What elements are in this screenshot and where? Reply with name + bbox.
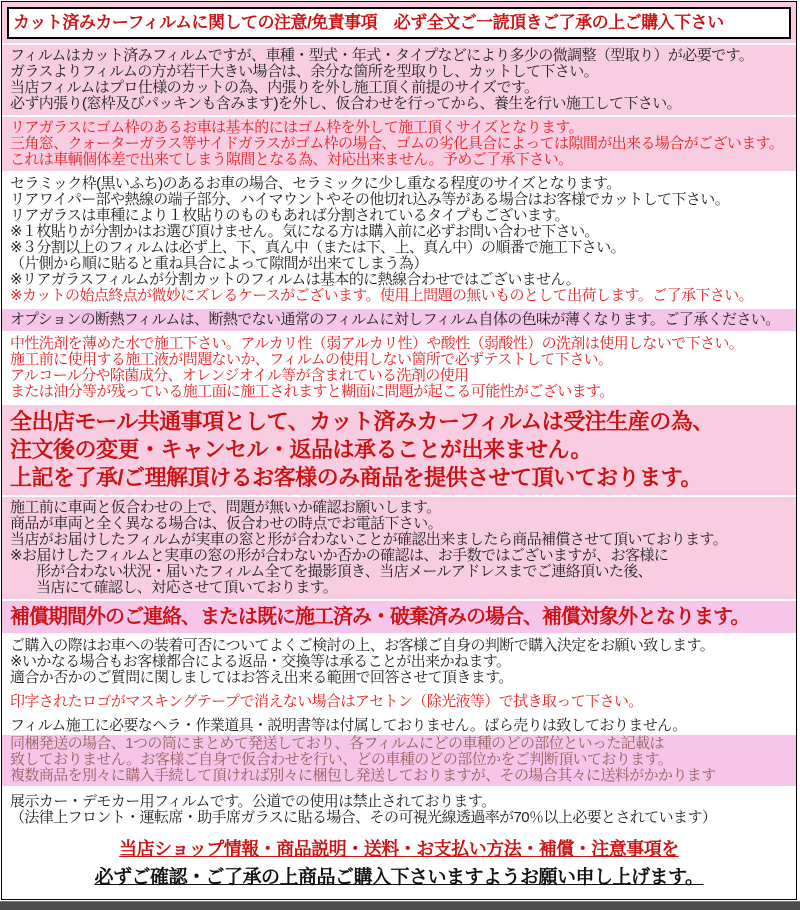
notice-line: 当店にて確認し、対応させて頂いております。 — [36, 579, 338, 596]
footer-closing-text: 必ずご確認・ご了承の上商品ご購入下さいますようお願い申し上げます。 — [94, 867, 704, 888]
notice-line: 全出店モール共通事項として、カット済みカーフィルムは受注生産の為、 — [10, 409, 714, 434]
section-insulation-option — [2, 309, 796, 331]
notice-line: ※お届けしたフィルムと実車の窓の形が合わないか否かの確認は、お手数ではございますが、お客様に — [10, 547, 669, 564]
notice-line: フィルム施工に必要なヘラ・作業道具・説明書等は付属しておりません。ばら売りは致しておりません。 — [10, 717, 687, 734]
section-shipping-bundle — [2, 715, 796, 789]
notice-line: または油分等が残っている施工面に施工されますと糊面に問題が起こる可能性がございます。 — [10, 383, 614, 400]
section-footer-notice — [2, 831, 796, 899]
notice-line: 施工前に使用する施工液が問題ないか、フィルムの使用しない箇所で必ずテストして下さい。 — [10, 351, 613, 368]
notice-line: 中性洗剤を薄めた水で施工下さい。アルカリ性（弱アルカリ性）や酸性（弱酸性）の洗剤は使用しないで下さい。 — [10, 335, 744, 352]
notice-line: 適合か否かのご質問に関しましてはお答え出来る範囲で回答させて頂きます。 — [10, 669, 513, 686]
section-warranty-exclusion — [2, 601, 796, 633]
notice-line: セラミック枠(黒いふち)のあるお車の場合、セラミックに少し重なる程度のサイズとなります。 — [10, 175, 621, 192]
notice-line: 当店フィルムはプロ仕様のカットの為、内張りを外し施工頂く前提のサイズです。 — [10, 79, 539, 96]
notice-line: 形が合わない状況・届いたフィルム全てを撮影頂き、当店メールアドレスまでご連絡頂いた後、 — [36, 563, 653, 580]
notice-line: 印字されたロゴがマスキングテープで消えない場合はアセトン（除光液等）で拭き取って下さい。 — [10, 693, 643, 710]
notice-line: リアガラスは車種により１枚貼りのものもあれば分割されているタイプもございます。 — [10, 207, 570, 224]
notice-line: （法律上フロント・運転席・助手席ガラスに貼る場合、その可視光線透過率が70％以上必要とされています） — [10, 809, 717, 826]
notice-line: リアガラスにゴム枠のあるお車は基本的にはゴム枠を外して施工頂くサイズとなります。 — [10, 119, 584, 136]
notice-line: ※１枚貼りが分割かはお選び頂けません。気になる方は購入前に必ずお問い合わせ下さい。 — [10, 223, 599, 240]
section-printed-logo — [2, 691, 796, 713]
notice-line: アルコール分や除菌成分、オレンジオイル等が含まれている洗剤の使用 — [10, 367, 469, 384]
section-rubber-frame — [2, 117, 796, 171]
notice-line: 致しておりません。お客様ご自身で仮合わせを行い、どの車種のどの部位かをご判断頂いております。 — [10, 751, 673, 768]
notice-line: ※リアガラスフィルムが分割カットのフィルムは基本的に熱線合わせではございません。 — [10, 271, 581, 288]
notice-line: 上記を了承/ご理解頂けるお客様のみ商品を提供させて頂いております。 — [10, 465, 702, 490]
bottom-divider-bar — [0, 901, 800, 910]
notice-line: ご購入の際はお車への装着可否についてよくご検討の上、お客様ご自身の判断で購入決定をお願い致します。 — [10, 637, 715, 654]
section-purchase-decision — [2, 635, 796, 689]
shipping-highlight-block — [2, 735, 796, 786]
section-fitting-check — [2, 497, 796, 599]
notice-line: ガラスよりフィルムの方が若干大きい場合は、余分な箇所を型取りし、カットして下さい。 — [10, 63, 599, 80]
section-film-adjustment — [2, 45, 796, 115]
notice-line: 当店がお届けしたフィルムが実車の窓と形が合わないことが確認出来ましたら商品補償させて頂いております。 — [10, 531, 728, 548]
notice-line: 複数商品を別々に購入手続して頂ければ別々に梱包し発送しておりますが、その場合其々に送料がかかります — [10, 767, 716, 784]
notice-line: フィルムはカット済みフィルムですが、車種・型式・年式・タイプなどにより多少の微調整（型取り）が必要です。 — [10, 47, 754, 64]
notice-line: 三角窓、クォーターガラス等サイドガラスがゴム枠の場合、ゴムの劣化具合によっては隙間が出来る場合がございます。 — [10, 135, 784, 152]
notice-line: ※３分割以上のフィルムは必ず上、下、真ん中（または下、上、真ん中）の順番で施工下さい。 — [10, 239, 625, 256]
notice-box — [1, 1, 797, 900]
notice-line: 補償期間外のご連絡、または既に施工済み・破棄済みの場合、補償対象外となります。 — [10, 606, 750, 628]
notice-line: 注文後の変更・キャンセル・返品は承ることが出来ません。 — [10, 437, 592, 462]
section-demo-car — [2, 791, 796, 829]
notice-line: 必ず内張り(窓枠及びパッキンも含みます)を外し、仮合わせを行ってから、養生を行い施工して下さい。 — [10, 95, 682, 112]
section-detergent — [2, 333, 796, 403]
notice-line: 商品が車両と全く異なる場合は、仮合わせの時点でお電話下さい。 — [10, 515, 443, 532]
notice-line: 施工前に車両と仮合わせの上で、問題が無いか確認お願いします。 — [10, 499, 441, 516]
section-mall-common-policy — [2, 405, 796, 495]
page-title: カット済みカーフィルムに関しての注意/免責事項 必ず全文ご一読頂きご了承の上ご購入下さい — [7, 7, 791, 39]
notice-line: 展示カー・デモカー用フィルムです。公道での使用は禁止されております。 — [10, 793, 496, 810]
notice-line: オプションの断熱フィルムは、断熱でない通常のフィルムに対しフィルム自体の色味が薄くなります。ご了承ください。 — [10, 311, 780, 328]
notice-line: これは車輌個体差で出来てしまう隙間となる為、対応出来ません。予めご了承下さい。 — [10, 151, 573, 168]
title-band — [2, 2, 796, 43]
shop-info-link[interactable]: 当店ショップ情報・商品説明・送料・お支払い方法・補償・注意事項を — [119, 839, 679, 859]
notice-line: （片側から順に貼ると重ね具合によって隙間が出来てしまう為） — [10, 255, 428, 272]
notice-line: ※いかなる場合もお客様都合による返品・交換等は承ることが出来かねます。 — [10, 653, 511, 670]
section-ceramic-split — [2, 173, 796, 307]
notice-line: ※カットの始点終点が微妙にズレるケースがございます。使用上問題の無いものとして出荷します。ご了承下さい。 — [10, 287, 754, 304]
notice-line: リアワイパー部や熱線の端子部分、ハイマウントやその他切れ込み等がある場合はお客様でカットして下さい。 — [10, 191, 730, 208]
notice-line: 同梱発送の場合、1つの筒にまとめて発送しており、各フィルムにどの車種のどの部位といった記載は — [10, 735, 664, 752]
